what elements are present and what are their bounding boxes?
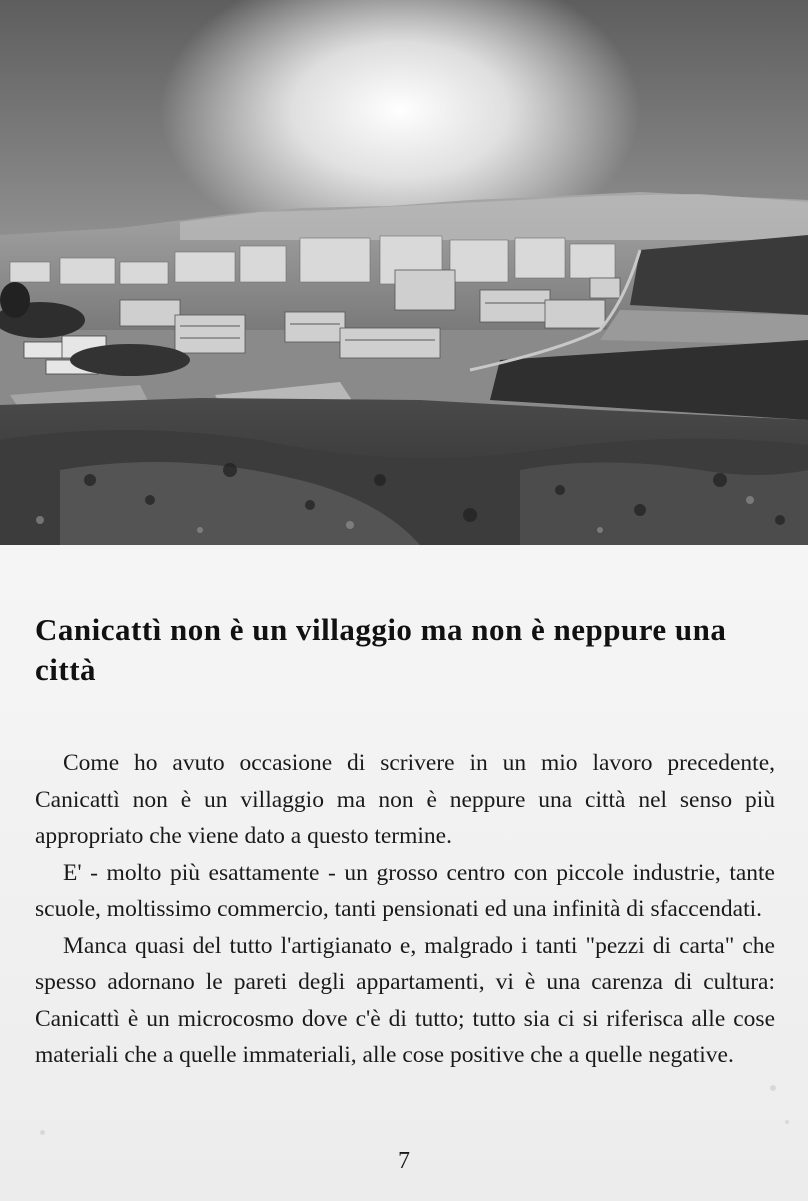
town-panorama-illustration [0, 0, 808, 545]
paragraph-1: Come ho avuto occasione di scrivere in un mio lavoro precedente, Canicattì non è un villaggio ma non è neppure una città nel senso più appropriato che viene dato a questo termine. [35, 750, 775, 849]
chapter-title: Canicattì non è un villaggio ma non è neppure una città [35, 612, 727, 687]
print-speck [785, 1120, 789, 1124]
town-panorama-photo [0, 0, 808, 545]
print-speck [770, 1085, 776, 1091]
paragraph-2: E' - molto più esattamente - un grosso centro con piccole industrie, tante scuole, moltissimo commercio, tanti pensionati ed una infinità di sfaccendati. [35, 859, 775, 922]
paragraph-3: Manca quasi del tutto l'artigianato e, malgrado i tanti "pezzi di carta" che spesso adornano le pareti degli appartamenti, vi è una carenza di cultura: Canicattì è un microcosmo dove c'è di tutto; tutto sia ci si riferisca alle cose materiali che a quelle immateriali, alle cose positive che a quelle negative. [35, 932, 775, 1068]
page-number: 7 [398, 1148, 410, 1174]
print-speck [40, 1130, 45, 1135]
body-text [35, 745, 775, 1074]
